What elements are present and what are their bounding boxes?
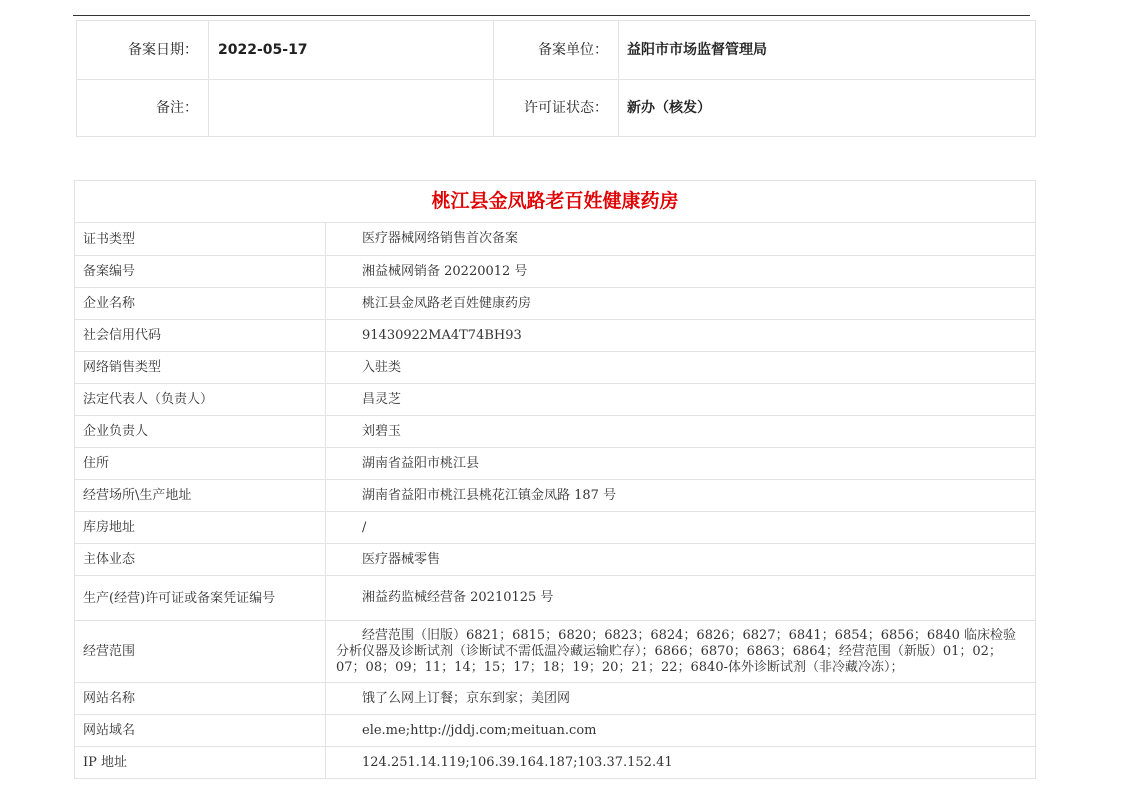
license-status-label bbox=[494, 79, 619, 137]
filing-unit-label bbox=[494, 21, 619, 79]
record-row bbox=[75, 384, 1035, 416]
record-field-label: 企业名称 bbox=[75, 288, 326, 319]
record-field-label: 企业负责人 bbox=[75, 416, 326, 447]
record-row bbox=[75, 352, 1035, 384]
record-field-value: 124.251.14.119;106.39.164.187;103.37.152.41 bbox=[362, 754, 673, 770]
record-field-label: 网站名称 bbox=[75, 683, 326, 714]
record-field-label: 经营场所\生产地址 bbox=[75, 480, 326, 511]
remark-label-text: 备注： bbox=[156, 100, 198, 116]
record-rows bbox=[75, 223, 1035, 778]
record-field-value: ele.me;http://jddj.com;meituan.com bbox=[362, 722, 597, 738]
record-field-label: 主体业态 bbox=[75, 544, 326, 575]
record-field-value: 饿了么网上订餐；京东到家；美团网 bbox=[362, 690, 571, 706]
record-field-label: IP 地址 bbox=[75, 747, 326, 778]
record-field-value: 入驻类 bbox=[362, 359, 402, 375]
record-row bbox=[75, 320, 1035, 352]
record-field-value: 湖南省益阳市桃江县 bbox=[362, 455, 480, 471]
top-divider bbox=[73, 15, 1030, 16]
record-field-value: 91430922MA4T74BH93 bbox=[362, 327, 522, 343]
filing-date-value: 2022-05-17 bbox=[209, 21, 494, 79]
record-field-value: / bbox=[362, 519, 367, 535]
record-field-value: 桃江县金凤路老百姓健康药房 bbox=[362, 295, 532, 311]
remark-label bbox=[77, 79, 209, 137]
license-status-label-text: 许可证状态： bbox=[524, 100, 608, 116]
record-field-label: 生产(经营)许可证或备案凭证编号 bbox=[75, 576, 326, 620]
record-row bbox=[75, 576, 1035, 621]
record-field-value: 昌灵芝 bbox=[362, 391, 402, 407]
record-field-label: 经营范围 bbox=[75, 621, 326, 682]
record-title: 桃江县金凤路老百姓健康药房 bbox=[75, 181, 1035, 223]
filing-info-table bbox=[76, 20, 1036, 137]
record-row bbox=[75, 256, 1035, 288]
record-detail-table bbox=[74, 180, 1036, 779]
filing-date-label bbox=[77, 21, 209, 79]
filing-unit-label-text: 备案单位： bbox=[538, 42, 608, 58]
filing-unit-value: 益阳市市场监督管理局 bbox=[627, 42, 767, 58]
record-row bbox=[75, 480, 1035, 512]
record-field-label: 住所 bbox=[75, 448, 326, 479]
record-row bbox=[75, 288, 1035, 320]
record-row bbox=[75, 715, 1035, 747]
record-row bbox=[75, 223, 1035, 256]
record-field-label: 备案编号 bbox=[75, 256, 326, 287]
record-field-label: 法定代表人（负责人） bbox=[75, 384, 326, 415]
record-field-label: 网站域名 bbox=[75, 715, 326, 746]
record-field-label: 库房地址 bbox=[75, 512, 326, 543]
remark-value bbox=[209, 79, 494, 137]
filing-date-label-text: 备案日期： bbox=[128, 42, 198, 58]
record-row bbox=[75, 544, 1035, 576]
record-field-label: 网络销售类型 bbox=[75, 352, 326, 383]
record-field-label: 社会信用代码 bbox=[75, 320, 326, 351]
record-field-value: 刘碧玉 bbox=[362, 423, 402, 439]
record-field-value: 湘益药监械经营备 20210125 号 bbox=[362, 590, 554, 605]
record-field-value: 湖南省益阳市桃江县桃花江镇金凤路 187 号 bbox=[362, 487, 617, 503]
license-status-value: 新办（核发） bbox=[627, 100, 711, 116]
record-row bbox=[75, 683, 1035, 715]
record-row bbox=[75, 621, 1035, 683]
filing-info-row bbox=[77, 79, 1035, 137]
record-row bbox=[75, 448, 1035, 480]
record-row bbox=[75, 416, 1035, 448]
record-field-value: 经营范围（旧版）6821；6815；6820；6823；6824；6826；6827；6841；6854；6856；6840 临床检验分析仪器及诊断试剂（诊断试不需低温冷藏运输贮存）；6866；6870；6863；6864；经营范围（新版）01；02；07；08；09；11；14；15；17；18；19；20；21；22；6840-体外诊断试剂（非冷藏冷冻）； bbox=[336, 628, 1017, 675]
record-field-value: 医疗器械零售 bbox=[362, 551, 441, 567]
record-row bbox=[75, 512, 1035, 544]
record-field-value: 医疗器械网络销售首次备案 bbox=[362, 231, 519, 246]
filing-info-row bbox=[77, 21, 1035, 80]
record-row bbox=[75, 747, 1035, 778]
record-field-value: 湘益械网销备 20220012 号 bbox=[362, 263, 528, 279]
record-field-label: 证书类型 bbox=[75, 223, 326, 255]
